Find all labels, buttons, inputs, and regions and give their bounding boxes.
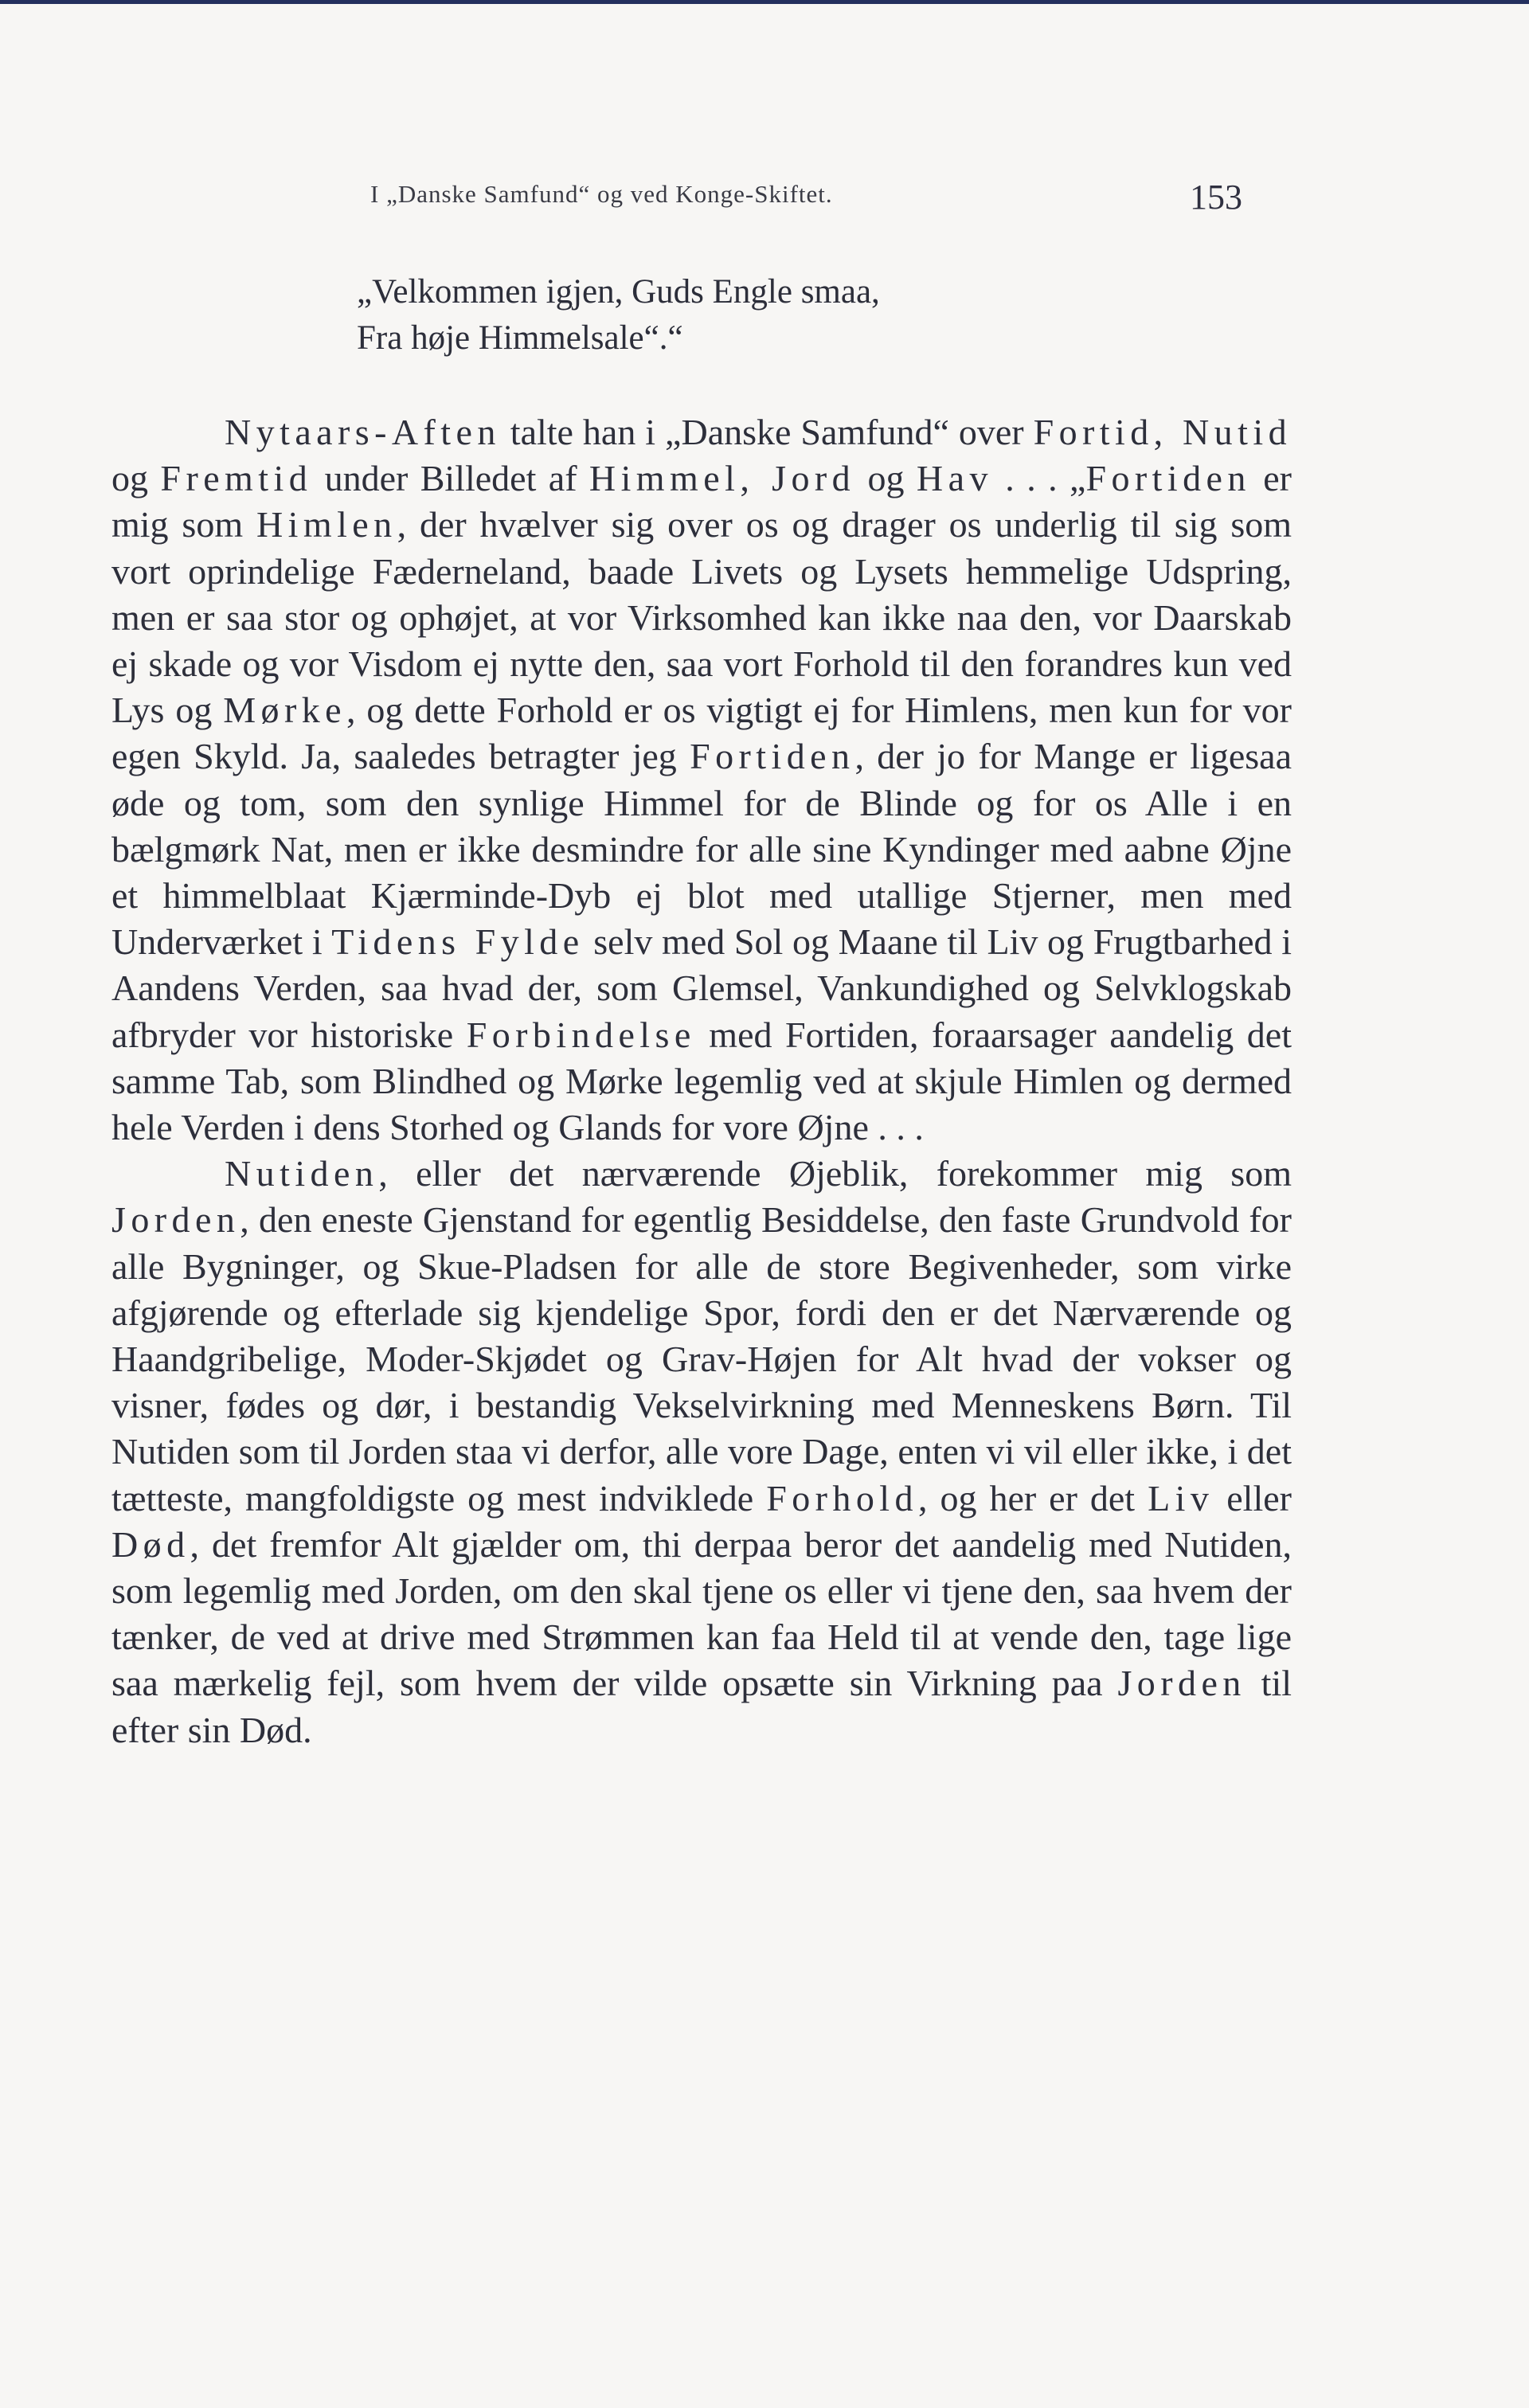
verse-line-2: Fra høje Himmelsale“.“ xyxy=(357,319,683,357)
text-run: og xyxy=(855,458,917,499)
spaced-term: Forbindelse xyxy=(466,1014,696,1055)
text-run: , der jo for Mange er ligesaa øde og tom, som den synlige Himmel for de Blinde og for os Alle i en bælgmørk Nat, men er ikke desmindre for alle sine Kyndinger med aabne Øjne et himmelblaat Kjærminde-Dyb ej blot med utallige Stjerner, men med Underværket i xyxy=(111,736,1292,963)
spaced-term: Død xyxy=(111,1523,190,1565)
text-run: , det fremfor Alt gjælder om, thi derpaa beror det aandelig med Nutiden, som legemlig med Jorden, om den skal tjene os eller vi tjene den, saa hvem der tænker, de ved at drive med Strømmen kan faa Held til at vende den, tage lige saa mærkelig fejl, som hvem der vilde opsætte sin Virkning paa xyxy=(111,1523,1292,1704)
text-run: eller xyxy=(1214,1477,1292,1519)
text-run: talte han i „Danske Samfund“ over xyxy=(500,412,1034,452)
text-run: er mig som xyxy=(111,458,1292,545)
paragraph-nutid xyxy=(111,1151,1292,1753)
spaced-term: Nytaars-Aften xyxy=(225,412,501,452)
spaced-term: Himlen xyxy=(256,504,397,545)
body-text xyxy=(111,409,1292,1753)
page-header xyxy=(111,177,1242,225)
paragraph-fortid xyxy=(111,409,1292,1151)
text-run: , den eneste Gjenstand for egentlig Besiddelse, den faste Grundvold for alle Bygninger, og Skue-Pladsen for alle de store Begivenheder, som virke afgjørende og efterlade sig kjendelige Spor, fordi den er det Nærværende og Haandgribelige, Moder-Skjødet og Grav-Højen for Alt hvad der vokser og visner, fødes og dør, i bestandig Vekselvirkning med Menneskens Børn. Til Nutiden som til Jorden staa vi derfor, alle vore Dage, enten vi vil eller ikke, i det tætteste, mangfoldigste og mest indviklede xyxy=(111,1199,1292,1519)
page-number: 153 xyxy=(1190,178,1242,217)
spaced-term: Fortiden xyxy=(1085,458,1251,499)
text-run: , der hvælver sig over os og drager os underlig til sig som vort oprindelige Fæderneland, baade Livets og Lysets hemmelige Udspring, men er saa stor og ophøjet, at vor Virksomhed kan ikke naa den, vor Daarskab ej skade og vor Visdom ej nytte den, saa vort Forhold til den forandres kun ved Lys og xyxy=(111,504,1292,731)
text-run: og xyxy=(111,458,161,499)
spaced-term: Nutiden xyxy=(225,1153,379,1194)
spaced-term: Fremtid xyxy=(160,458,313,499)
spaced-term: Jorden xyxy=(1117,1663,1246,1704)
text-run: med Fortiden, foraarsager aandelig det samme Tab, som Blindhed og Mørke legemlig ved at skjule Himlen og dermed hele Verden i dens Storhed og Glands for vore Øjne . . . xyxy=(111,1014,1292,1148)
verse-quote xyxy=(357,269,880,362)
spaced-term: Hav xyxy=(916,458,993,499)
spaced-term: Fortid, Nutid xyxy=(1033,412,1292,452)
text-run: , og dette Forhold er os vigtigt ej for Himlens, men kun for vor egen Skyld. Ja, saaledes betragter jeg xyxy=(111,690,1292,777)
scan-top-edge xyxy=(0,0,1529,4)
text-run: . . . „ xyxy=(992,458,1086,499)
text-run: under Billedet af xyxy=(312,458,589,499)
running-head: I „Danske Samfund“ og ved Konge-Skiftet. xyxy=(370,180,833,208)
spaced-term: Jorden xyxy=(111,1199,240,1241)
text-run: , eller det nærværende Øjeblik, forekommer mig som xyxy=(378,1153,1292,1194)
text-run: selv med Sol og Maane til Liv og Frugtbarhed i Aandens Verden, saa hvad der, som Glemsel, Vankundighed og Selvklogskab afbryder vor historiske xyxy=(111,921,1292,1055)
spaced-term: Forhold xyxy=(766,1477,918,1519)
verse-line-1: „Velkommen igjen, Guds Engle smaa, xyxy=(357,273,880,311)
spaced-term: Tidens Fylde xyxy=(331,921,585,963)
text-run: , og her er det xyxy=(917,1477,1148,1519)
spaced-term: Fortiden xyxy=(690,736,855,777)
spaced-term: Mørke xyxy=(223,690,347,731)
spaced-term: Himmel, Jord xyxy=(589,458,856,499)
text-run: til efter sin Død. xyxy=(111,1663,1292,1750)
spaced-term: Liv xyxy=(1148,1477,1214,1519)
